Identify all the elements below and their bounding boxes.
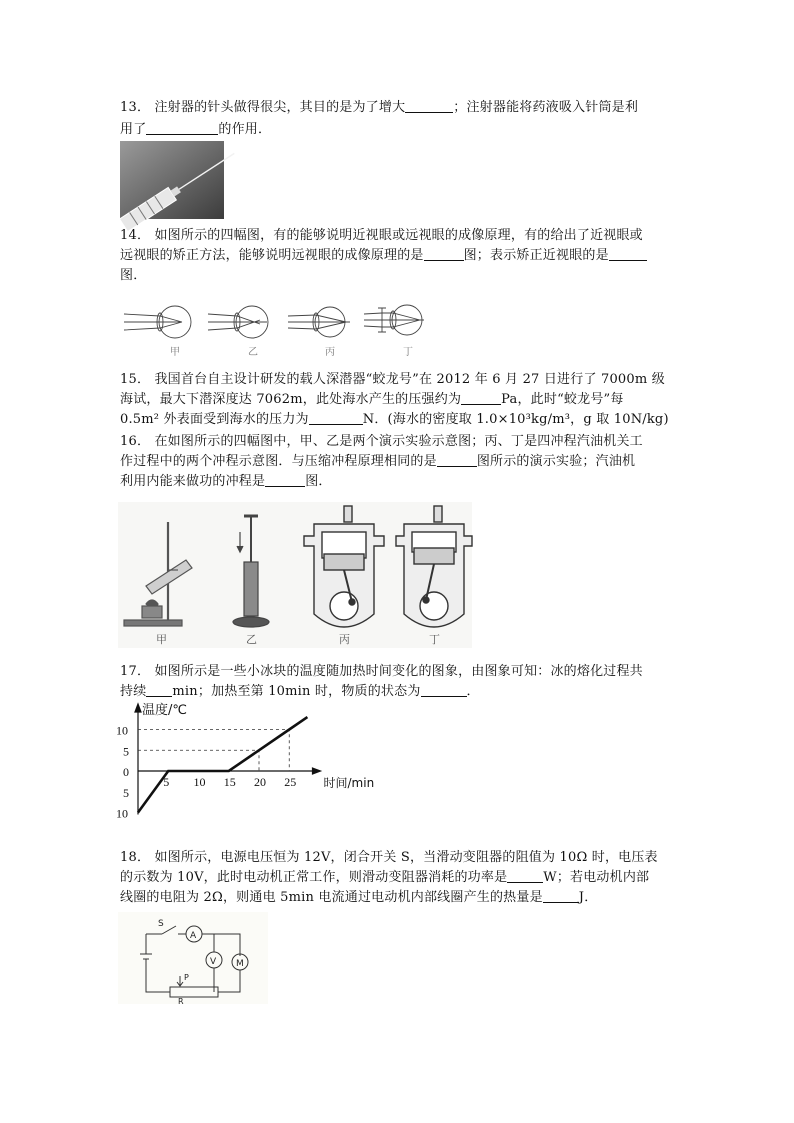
label-switch: S — [158, 919, 164, 929]
answer-blank[interactable] — [543, 889, 579, 903]
q16-line2: 作过程中的两个冲程示意图．与压缩冲程原理相同的是 图所示的演示实验；汽油机 — [120, 454, 636, 469]
eye-diagram-jia — [124, 306, 191, 338]
temperature-time-chart — [112, 698, 375, 828]
q15-line1: 15． 我国首台自主设计研发的载人深潜器“蛟龙号”在 2012 年 6 月 27 日进行了 7000m 级 — [120, 372, 665, 387]
answer-blank[interactable] — [507, 869, 543, 883]
q16-line1: 16． 在如图所示的四幅图中，甲、乙是两个演示实验示意图；丙、丁是四冲程汽油机关工 — [120, 434, 643, 449]
caption-jia: 甲 — [170, 347, 180, 358]
x-axis-label: 时间/min — [323, 776, 375, 790]
x-tick-label: 10 — [193, 775, 206, 789]
guide-line-1 — [138, 730, 289, 772]
caption-ding: 丁 — [403, 347, 413, 358]
caption-jia: 甲 — [156, 633, 167, 646]
eye-diagram-ding — [364, 305, 424, 335]
x-tick-label: 15 — [223, 775, 236, 789]
answer-blank[interactable] — [424, 247, 464, 261]
y-axis-arrow — [135, 704, 141, 712]
answer-blank[interactable] — [309, 411, 363, 425]
answer-blank[interactable] — [405, 99, 453, 113]
q17-line2: 持续 min；加热至第 10min 时，物质的状态为 ． — [120, 684, 480, 699]
label-voltmeter: V — [210, 957, 217, 967]
caption-bing: 丙 — [339, 633, 350, 646]
q14-line2: 远视眼的矫正方法，能够说明远视眼的成像原理的是 图；表示矫正近视眼的是 — [120, 246, 647, 265]
q18-line1: 18． 如图所示，电源电压恒为 12V，闭合开关 S，当滑动变阻器的阻值为 10Ω 时，电压表 — [120, 850, 658, 865]
caption-yi: 乙 — [248, 347, 258, 358]
q18-line3: 线圈的电阻为 2Ω，则通电 5min 电流通过电动机内部线圈产生的热量是 J． — [120, 890, 598, 905]
q18-line2: 的示数为 10V，此时电动机正常工作，则滑动变阻器消耗的功率是 W；若电动机内部 — [120, 870, 650, 885]
y-axis-label: 温度/℃ — [142, 703, 187, 718]
answer-blank[interactable] — [146, 683, 172, 697]
eye-diagram-bing — [288, 307, 350, 337]
y-tick-label: 5 — [123, 785, 129, 800]
caption-ding: 丁 — [429, 633, 440, 646]
label-motor: M — [236, 959, 244, 969]
eye-diagram-yi — [208, 306, 268, 338]
q13-line1: 13． 注射器的针头做得很尖，其目的是为了增大 ；注射器能将药液吸入针筒是利 — [120, 100, 639, 115]
y-tick-label: 0 — [123, 765, 129, 779]
q15-line3: 0.5m² 外表面受到海水的压力为 N．(海水的密度取 1.0×10³kg/m³，g 取 10N/kg) — [120, 412, 669, 427]
engine-diagrams — [118, 502, 472, 648]
label-slider: P — [184, 973, 189, 982]
q17-line1: 17． 如图所示是一些小冰块的温度随加热时间变化的图象，由图象可知：冰的熔化过程共 — [120, 664, 643, 679]
guide-line-0 — [138, 750, 259, 771]
q15-line2: 海试，最大下潜深度达 7062m，此处海水产生的压强约为 Pa，此时“蛟龙号”每 — [120, 392, 624, 407]
label-ammeter: A — [190, 931, 197, 941]
label-rheostat: R — [178, 997, 184, 1006]
engine-stroke-bing — [304, 506, 384, 627]
caption-bing: 丙 — [325, 347, 335, 358]
q14-line3: 图． — [120, 268, 147, 283]
answer-blank[interactable] — [461, 391, 501, 405]
q14-line1: 14． 如图所示的四幅图，有的能够说明近视眼或远视眼的成像原理，有的给出了近视眼或 — [120, 228, 643, 243]
answer-blank[interactable] — [265, 473, 305, 487]
answer-blank[interactable] — [437, 453, 477, 467]
syringe-photo — [120, 141, 224, 219]
series-line-0 — [138, 717, 307, 812]
x-tick-label: 25 — [284, 775, 297, 789]
x-tick-label: 20 — [254, 775, 266, 789]
q13-line2: 用了 的作用． — [120, 122, 272, 137]
answer-blank[interactable] — [609, 247, 647, 261]
answer-blank[interactable] — [421, 683, 467, 697]
y-tick-label: 10 — [116, 806, 128, 821]
circuit-diagram — [118, 912, 268, 1004]
x-tick-label: 5 — [163, 775, 170, 789]
answer-blank[interactable] — [146, 121, 218, 135]
q16-line3: 利用内能来做功的冲程是 图． — [120, 474, 332, 489]
y-tick-label: 10 — [116, 723, 128, 738]
eye-diagrams — [120, 298, 440, 360]
caption-yi: 乙 — [246, 633, 257, 646]
y-tick-label: 5 — [123, 744, 129, 759]
engine-stroke-ding — [396, 506, 472, 627]
x-axis-arrow — [313, 768, 321, 774]
